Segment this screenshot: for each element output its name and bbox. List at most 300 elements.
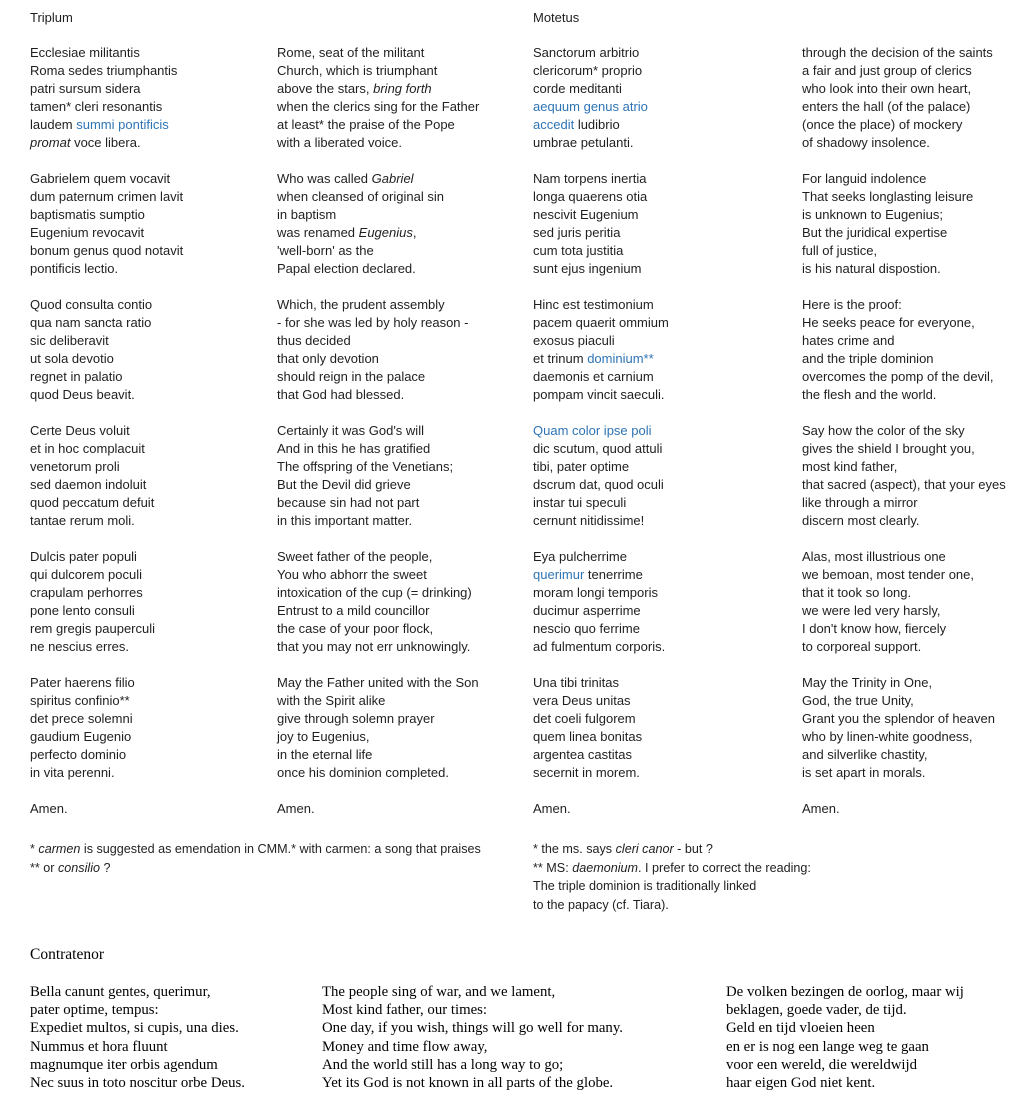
text-segment: cum tota justitia xyxy=(533,243,624,258)
text-line xyxy=(277,62,479,80)
text-segment: The triple dominion is traditionally linked xyxy=(533,879,757,893)
text-line xyxy=(533,512,669,530)
triplum-latin-column xyxy=(30,44,183,818)
text-line xyxy=(30,476,183,494)
text-line xyxy=(277,44,479,62)
text-line xyxy=(533,692,669,710)
text-line xyxy=(533,422,669,440)
text-segment: moram longi temporis xyxy=(533,585,658,600)
text-segment: Eugenium revocavit xyxy=(30,225,145,240)
text-segment: dic scutum, quod attuli xyxy=(533,441,663,456)
text-line xyxy=(277,386,479,404)
triplum-latin-stanzas xyxy=(30,44,183,782)
triplum-header: Triplum xyxy=(30,10,73,25)
text-segment: instar tui speculi xyxy=(533,495,627,510)
text-line xyxy=(277,710,479,728)
text-segment: clericorum* proprio xyxy=(533,63,643,78)
styled-text-segment: dominium** xyxy=(587,351,654,366)
text-line xyxy=(277,476,479,494)
stanza xyxy=(533,548,669,656)
text-line xyxy=(277,260,479,278)
text-segment: and silverlike chastity, xyxy=(802,747,928,762)
text-line xyxy=(277,296,479,314)
text-segment: give through solemn prayer xyxy=(277,711,435,726)
text-line xyxy=(277,584,479,602)
text-line xyxy=(802,116,1006,134)
text-line xyxy=(277,368,479,386)
text-line xyxy=(533,584,669,602)
text-segment: argentea castitas xyxy=(533,747,633,762)
stanza xyxy=(30,44,183,152)
text-line xyxy=(30,116,183,134)
text-line xyxy=(533,134,669,152)
text-line xyxy=(802,512,1006,530)
text-segment: . I prefer to correct the reading: xyxy=(638,860,811,875)
text-line xyxy=(30,386,183,404)
text-line xyxy=(277,746,479,764)
text-line xyxy=(30,422,183,440)
motetus-footnotes xyxy=(533,840,811,914)
text-line xyxy=(30,440,183,458)
stanza xyxy=(533,422,669,530)
text-line xyxy=(802,602,1006,620)
text-segment: But the juridical expertise xyxy=(802,225,948,240)
motetus-latin-stanzas xyxy=(533,44,669,782)
text-line xyxy=(533,674,669,692)
text-line xyxy=(277,116,479,134)
text-line xyxy=(277,548,479,566)
text-segment: quod peccatum defuit xyxy=(30,495,155,510)
text-line xyxy=(802,746,1006,764)
text-segment: tenerrime xyxy=(584,567,643,582)
triplum-footnotes xyxy=(30,840,481,877)
text-segment: You who abhorr the sweet xyxy=(277,567,427,582)
text-segment: is suggested as emendation in CMM.* with carmen: a song that praises xyxy=(80,842,481,856)
text-segment: magnumque iter orbis agendum xyxy=(30,1056,218,1073)
stanza xyxy=(277,44,479,152)
styled-text-segment: carmen xyxy=(38,842,81,856)
styled-text-segment: cleri canor xyxy=(615,842,674,856)
styled-text-segment: bring forth xyxy=(373,81,432,96)
amen-line: Amen. xyxy=(802,801,840,816)
text-segment: Who was called xyxy=(277,171,372,186)
text-line xyxy=(30,764,183,782)
text-line xyxy=(30,1056,245,1074)
text-line xyxy=(802,98,1006,116)
text-line xyxy=(30,1038,245,1056)
text-line xyxy=(277,638,479,656)
text-line xyxy=(30,62,183,80)
text-segment: the flesh and the world. xyxy=(802,387,937,402)
text-line xyxy=(277,332,479,350)
text-line xyxy=(277,80,479,98)
text-segment: full of justice, xyxy=(802,243,878,258)
text-line xyxy=(533,764,669,782)
text-line xyxy=(802,62,1006,80)
text-segment: Pater haerens filio xyxy=(30,675,135,690)
text-segment: a fair and just group of clerics xyxy=(802,63,972,78)
text-line xyxy=(322,1038,623,1056)
text-segment: et trinum xyxy=(533,351,588,366)
text-line xyxy=(726,1056,964,1074)
text-line xyxy=(533,620,669,638)
text-segment: Grant you the splendor of heaven xyxy=(802,711,995,726)
text-segment: And the world still has a long way to go; xyxy=(322,1056,564,1073)
styled-text-segment: daemonium xyxy=(572,860,639,875)
motetus-header: Motetus xyxy=(533,10,580,25)
text-segment: laudem xyxy=(30,117,77,132)
text-line xyxy=(30,1074,245,1092)
text-segment: gives the shield I brought you, xyxy=(802,441,975,456)
text-segment: The people sing of war, and we lament, xyxy=(322,984,556,1000)
text-line xyxy=(802,224,1006,242)
stanza xyxy=(30,674,183,782)
text-line xyxy=(30,314,183,332)
text-segment: like through a mirror xyxy=(802,495,918,510)
text-segment: De volken bezingen de oorlog, maar wij xyxy=(726,984,964,1000)
text-line xyxy=(802,350,1006,368)
text-line xyxy=(30,710,183,728)
text-line xyxy=(802,638,1006,656)
text-segment: who look into their own heart, xyxy=(802,81,972,96)
text-segment: dscrum dat, quod oculi xyxy=(533,477,664,492)
contratenor-header: Contratenor xyxy=(30,946,105,963)
styled-text-segment: accedit xyxy=(533,117,575,132)
text-segment: should reign in the palace xyxy=(277,369,426,384)
text-segment: One day, if you wish, things will go well for many. xyxy=(322,1020,623,1037)
text-segment: the case of your poor flock, xyxy=(277,621,434,636)
text-line xyxy=(533,840,811,859)
stanza xyxy=(277,422,479,530)
text-line xyxy=(802,80,1006,98)
text-segment: in baptism xyxy=(277,207,337,222)
text-line xyxy=(726,1001,964,1019)
text-line xyxy=(533,386,669,404)
text-segment: Certe Deus voluit xyxy=(30,423,130,438)
text-segment: bonum genus quod notavit xyxy=(30,243,184,258)
text-segment: joy to Eugenius, xyxy=(277,729,370,744)
text-line xyxy=(30,602,183,620)
text-segment: pater optime, tempus: xyxy=(30,1002,159,1019)
text-segment: tibi, pater optime xyxy=(533,459,630,474)
text-segment: The offspring of the Venetians; xyxy=(277,459,454,474)
text-line xyxy=(533,188,669,206)
text-line xyxy=(30,840,481,859)
text-line xyxy=(30,458,183,476)
text-segment: sic deliberavit xyxy=(30,333,109,348)
text-segment: beklagen, goede vader, de tijd. xyxy=(726,1002,907,1019)
stanza xyxy=(533,170,669,278)
stanza xyxy=(277,170,479,278)
text-segment: 'well-born' as the xyxy=(277,243,374,258)
text-line xyxy=(30,1001,245,1019)
text-segment: ? xyxy=(100,860,111,875)
contratenor-latin-column xyxy=(30,983,245,1092)
text-line xyxy=(802,674,1006,692)
text-segment: Sweet father of the people, xyxy=(277,549,433,564)
motetus-latin-column xyxy=(533,44,669,818)
text-line xyxy=(533,638,669,656)
text-line xyxy=(802,620,1006,638)
text-segment: Una tibi trinitas xyxy=(533,675,619,690)
text-line xyxy=(30,260,183,278)
text-segment: overcomes the pomp of the devil, xyxy=(802,369,994,384)
text-line xyxy=(802,188,1006,206)
text-line xyxy=(533,170,669,188)
text-line xyxy=(533,368,669,386)
text-segment: nescio quo ferrime xyxy=(533,621,640,636)
text-segment: most kind father, xyxy=(802,459,898,474)
text-line xyxy=(30,368,183,386)
text-segment: pacem quaerit ommium xyxy=(533,315,669,330)
text-line xyxy=(277,242,479,260)
text-line xyxy=(533,566,669,584)
text-line xyxy=(277,314,479,332)
text-line xyxy=(802,260,1006,278)
text-line xyxy=(802,566,1006,584)
text-segment: ut sola devotio xyxy=(30,351,114,366)
text-segment: God, the true Unity, xyxy=(802,693,914,708)
text-line xyxy=(30,692,183,710)
text-line xyxy=(322,1019,623,1037)
text-line xyxy=(30,80,183,98)
text-line xyxy=(802,422,1006,440)
text-line xyxy=(30,350,183,368)
styled-text-segment: Eugenius xyxy=(358,225,413,240)
text-segment: ad fulmentum corporis. xyxy=(533,639,666,654)
text-segment: Nummus et hora fluunt xyxy=(30,1038,168,1055)
text-line xyxy=(277,440,479,458)
styled-text-segment: summi pontificis xyxy=(76,117,169,132)
text-line xyxy=(533,440,669,458)
text-line xyxy=(802,728,1006,746)
text-segment: umbrae petulanti. xyxy=(533,135,634,150)
amen-line: Amen. xyxy=(533,801,571,816)
stanza xyxy=(30,548,183,656)
text-line xyxy=(802,332,1006,350)
text-segment: in this important matter. xyxy=(277,513,413,528)
text-line xyxy=(30,224,183,242)
text-segment: gaudium Eugenio xyxy=(30,729,132,744)
styled-text-segment: promat xyxy=(30,135,71,150)
text-segment: ne nescius erres. xyxy=(30,639,129,654)
text-segment: Entrust to a mild councillor xyxy=(277,603,430,618)
text-line xyxy=(802,368,1006,386)
text-line xyxy=(802,386,1006,404)
stanza xyxy=(277,548,479,656)
text-line xyxy=(30,1019,245,1037)
text-segment: with the Spirit alike xyxy=(277,693,386,708)
text-segment: quem linea bonitas xyxy=(533,729,643,744)
text-segment: Geld en tijd vloeien heen xyxy=(726,1020,875,1037)
text-segment: above the stars, xyxy=(277,81,374,96)
text-segment: ** MS: xyxy=(533,860,573,875)
text-segment: secernit in morem. xyxy=(533,765,640,780)
text-segment: quod Deus beavit. xyxy=(30,387,135,402)
text-line xyxy=(533,602,669,620)
text-segment: ** or xyxy=(30,860,58,875)
text-segment: Sanctorum arbitrio xyxy=(533,45,640,60)
text-line xyxy=(30,620,183,638)
text-segment: once his dominion completed. xyxy=(277,765,449,780)
stanza xyxy=(277,674,479,782)
text-line xyxy=(533,710,669,728)
text-line xyxy=(726,1038,964,1056)
text-line xyxy=(802,692,1006,710)
text-segment: nescivit Eugenium xyxy=(533,207,639,222)
text-segment: But the Devil did grieve xyxy=(277,477,411,492)
text-line xyxy=(30,859,481,878)
text-line xyxy=(277,206,479,224)
stanza xyxy=(533,296,669,404)
text-segment: intoxication of the cup (= drinking) xyxy=(277,585,472,600)
text-line xyxy=(533,80,669,98)
text-line xyxy=(533,728,669,746)
text-segment: that only devotion xyxy=(277,351,379,366)
text-segment: in the eternal life xyxy=(277,747,373,762)
text-segment: pone lento consuli xyxy=(30,603,135,618)
text-segment: when cleansed of original sin xyxy=(277,189,444,204)
text-segment: Nam torpens inertia xyxy=(533,171,647,186)
text-segment: sunt ejus ingenium xyxy=(533,261,642,276)
text-line xyxy=(802,764,1006,782)
text-line xyxy=(30,206,183,224)
text-segment: Yet its God is not known in all parts of the globe. xyxy=(322,1075,614,1092)
text-line xyxy=(30,566,183,584)
text-segment: longa quaerens otia xyxy=(533,189,648,204)
text-line xyxy=(277,512,479,530)
text-segment: Church, which is triumphant xyxy=(277,63,438,78)
text-line xyxy=(277,224,479,242)
styled-text-segment: consilio xyxy=(58,860,100,875)
text-line xyxy=(726,1074,964,1092)
amen-line: Amen. xyxy=(30,801,68,816)
text-segment: who by linen-white goodness, xyxy=(802,729,973,744)
text-line xyxy=(277,98,479,116)
text-segment: because sin had not part xyxy=(277,495,420,510)
text-line xyxy=(277,728,479,746)
text-segment: haar eigen God niet kent. xyxy=(726,1075,876,1092)
text-segment: en er is nog een lange weg te gaan xyxy=(726,1038,929,1055)
text-segment: - for she was led by holy reason - xyxy=(277,315,469,330)
text-segment: sed daemon indoluit xyxy=(30,477,147,492)
text-segment: venetorum proli xyxy=(30,459,120,474)
text-line xyxy=(277,764,479,782)
text-segment: pontificis lectio. xyxy=(30,261,119,276)
text-segment: at least* the praise of the Pope xyxy=(277,117,455,132)
text-segment: May the Father united with the Son xyxy=(277,675,479,690)
text-line xyxy=(802,314,1006,332)
text-line xyxy=(533,44,669,62)
text-line xyxy=(533,260,669,278)
text-segment: Expediet multos, si cupis, una dies. xyxy=(30,1020,239,1037)
text-line xyxy=(277,170,479,188)
text-line xyxy=(30,332,183,350)
text-line xyxy=(533,896,811,915)
text-segment: that God had blessed. xyxy=(277,387,405,402)
triplum-english-column xyxy=(277,44,479,818)
text-segment: that it took so long. xyxy=(802,585,912,600)
text-line xyxy=(30,134,183,152)
text-line xyxy=(30,494,183,512)
text-segment: of shadowy insolence. xyxy=(802,135,930,150)
text-line xyxy=(533,98,669,116)
text-segment: * xyxy=(30,842,39,856)
text-line xyxy=(277,350,479,368)
text-segment: qua nam sancta ratio xyxy=(30,315,152,330)
text-segment: pompam vincit saeculi. xyxy=(533,387,665,402)
text-line xyxy=(533,746,669,764)
text-line xyxy=(533,332,669,350)
text-line xyxy=(277,566,479,584)
text-segment: voce libera. xyxy=(70,135,141,150)
text-segment: Gabrielem quem vocavit xyxy=(30,171,171,186)
text-segment: And in this he has gratified xyxy=(277,441,431,456)
text-segment: and the triple dominion xyxy=(802,351,934,366)
triplum-english-stanzas xyxy=(277,44,479,782)
text-line xyxy=(533,242,669,260)
text-segment: is his natural dispostion. xyxy=(802,261,941,276)
stanza xyxy=(802,44,1006,152)
text-segment: sed juris peritia xyxy=(533,225,621,240)
styled-text-segment: querimur xyxy=(533,567,585,582)
text-segment: rem gregis pauperculi xyxy=(30,621,156,636)
text-line xyxy=(802,458,1006,476)
text-line xyxy=(277,692,479,710)
text-line xyxy=(533,476,669,494)
text-line xyxy=(726,983,964,1001)
stanza xyxy=(277,296,479,404)
text-line xyxy=(802,494,1006,512)
text-line xyxy=(533,494,669,512)
text-line xyxy=(30,170,183,188)
contratenor-dutch-column xyxy=(726,983,964,1092)
text-line xyxy=(802,440,1006,458)
text-segment: Rome, seat of the militant xyxy=(277,45,425,60)
text-segment: Money and time flow away, xyxy=(322,1038,488,1055)
text-segment: in vita perenni. xyxy=(30,765,115,780)
text-segment: with a liberated voice. xyxy=(277,135,403,150)
text-segment: to the papacy (cf. Tiara). xyxy=(533,897,669,912)
text-line xyxy=(802,584,1006,602)
text-segment: thus decided xyxy=(277,333,351,348)
text-line xyxy=(277,602,479,620)
text-segment: patri sursum sidera xyxy=(30,81,141,96)
text-segment: det coeli fulgorem xyxy=(533,711,636,726)
text-segment: Hinc est testimonium xyxy=(533,297,654,312)
text-line xyxy=(30,188,183,206)
text-line xyxy=(533,62,669,80)
text-line xyxy=(30,98,183,116)
text-segment: tantae rerum moli. xyxy=(30,513,135,528)
text-line xyxy=(802,170,1006,188)
stanza xyxy=(802,548,1006,656)
text-segment: et in hoc complacuit xyxy=(30,441,145,456)
text-line xyxy=(802,710,1006,728)
text-line xyxy=(30,746,183,764)
text-segment: (once the place) of mockery xyxy=(802,117,963,132)
text-segment: ducimur asperrime xyxy=(533,603,641,618)
text-segment: is set apart in morals. xyxy=(802,765,926,780)
text-segment: we bemoan, most tender one, xyxy=(802,567,974,582)
text-segment: Ecclesiae militantis xyxy=(30,45,140,60)
text-segment: He seeks peace for everyone, xyxy=(802,315,975,330)
text-segment: * the ms. says xyxy=(533,842,616,856)
styled-text-segment: Quam color ipse poli xyxy=(533,423,652,438)
text-line xyxy=(322,1074,623,1092)
text-line xyxy=(533,548,669,566)
text-line xyxy=(30,728,183,746)
